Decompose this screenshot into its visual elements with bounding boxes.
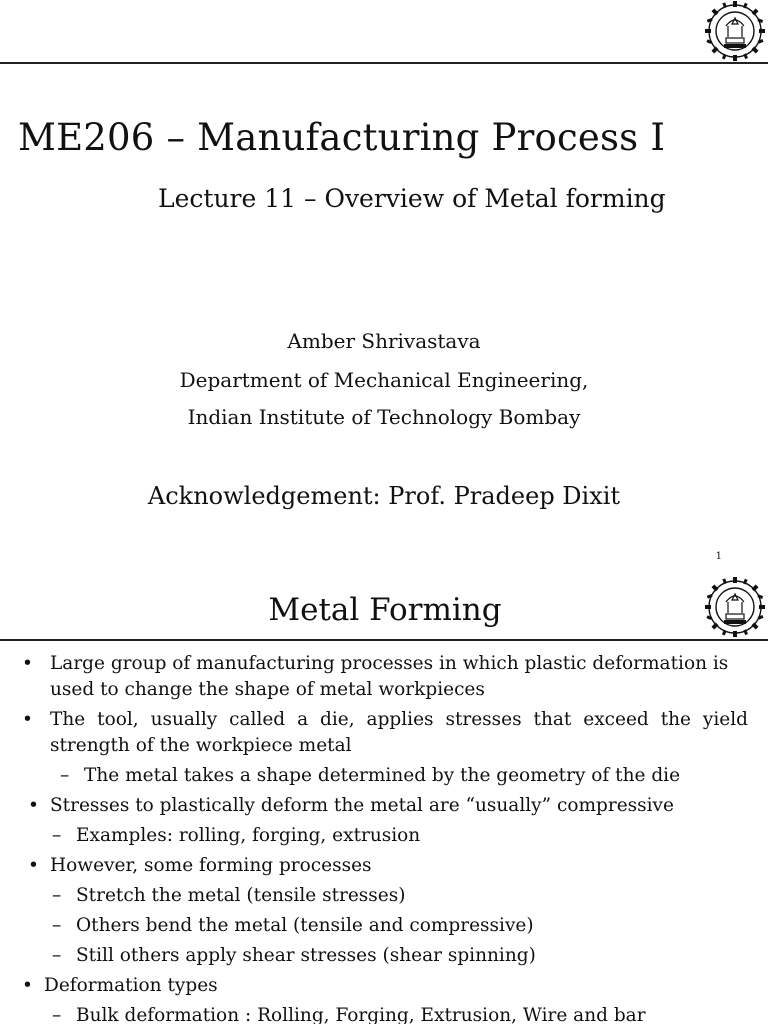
iit-bombay-emblem-icon (704, 576, 766, 638)
list-item: • Deformation types (22, 975, 218, 996)
list-item: • The tool, usually called a die, applies stresses that exceed the yield strength of the workpiece metal (22, 709, 748, 756)
list-item: – Still others apply shear stresses (shear spinning) (52, 945, 536, 966)
list-item: • Stresses to plastically deform the metal are “usually” compressive (28, 795, 674, 816)
institute-name: Indian Institute of Technology Bombay (187, 405, 581, 429)
list-item: • Large group of manufacturing processes in which plastic deformation is used to change the shape of metal workpieces (22, 653, 729, 700)
list-item: – Others bend the metal (tensile and compressive) (52, 915, 534, 936)
lecture-subtitle: Lecture 11 – Overview of Metal forming (158, 184, 666, 213)
course-title: ME206 – Manufacturing Process I (18, 116, 666, 159)
author-name: Amber Shrivastava (287, 329, 481, 353)
bullet-list (0, 650, 768, 1024)
iit-bombay-emblem-icon (704, 0, 766, 62)
list-item: – Examples: rolling, forging, extrusion (52, 825, 421, 846)
header-rule (0, 62, 768, 64)
slide-title: Metal Forming (268, 592, 502, 628)
header-rule (0, 639, 768, 641)
list-item: – The metal takes a shape determined by the geometry of the die (60, 765, 681, 786)
list-item: • However, some forming processes (28, 855, 372, 876)
department-name: Department of Mechanical Engineering, (179, 368, 589, 392)
acknowledgement: Acknowledgement: Prof. Pradeep Dixit (147, 482, 621, 510)
content-slide (0, 576, 768, 1024)
page-number: 1 (715, 551, 722, 562)
list-item: – Stretch the metal (tensile stresses) (52, 885, 406, 906)
list-item: – Bulk deformation : Rolling, Forging, Extrusion, Wire and bar (52, 1005, 646, 1024)
